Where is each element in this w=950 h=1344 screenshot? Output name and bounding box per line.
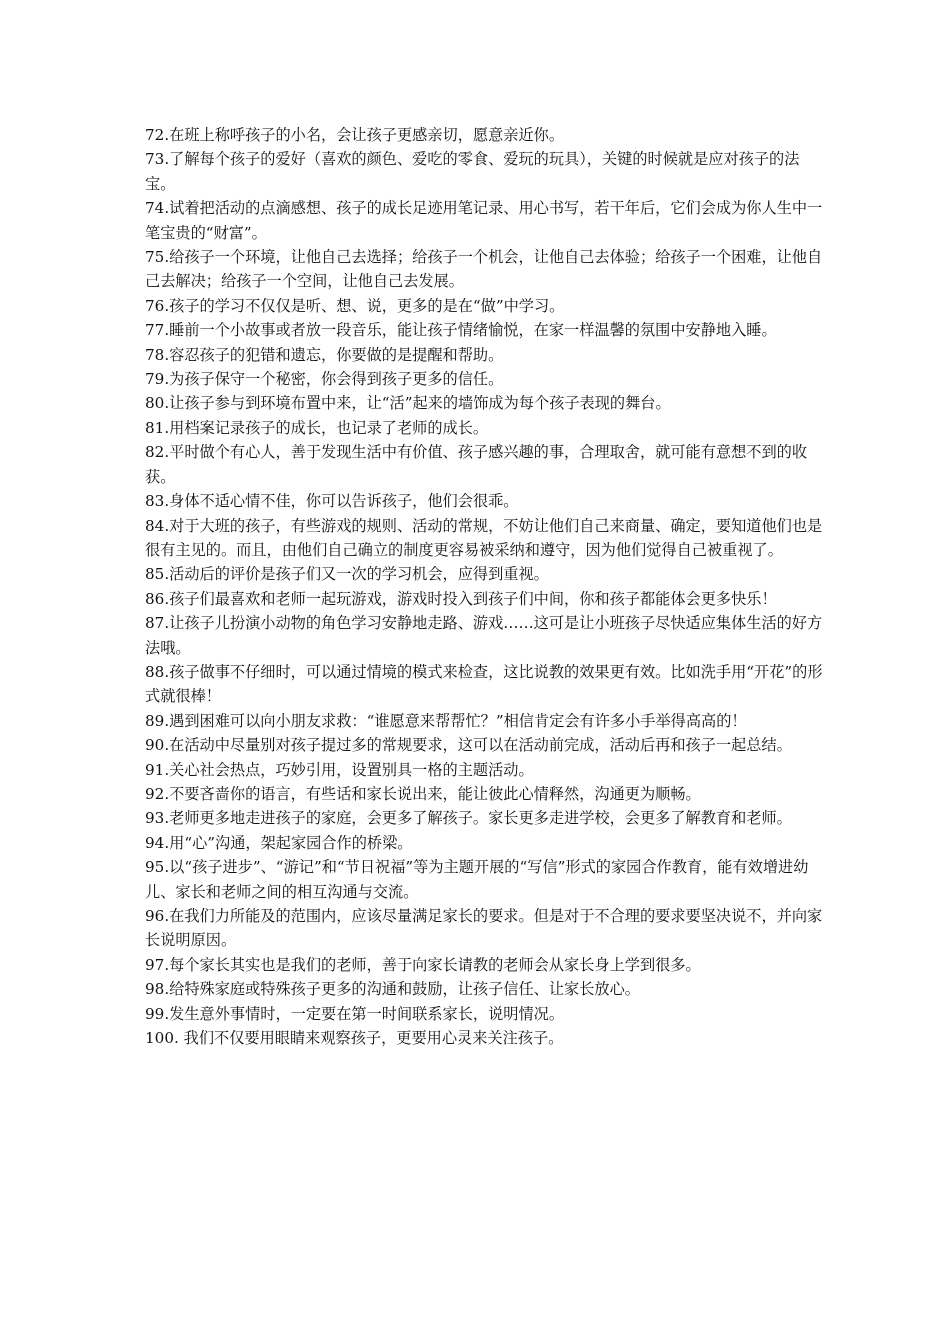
- list-item: 94.用“心”沟通，架起家园合作的桥梁。: [145, 833, 413, 852]
- list-item: 84.对于大班的孩子，有些游戏的规则、活动的常规，不妨让他们自己来商量、确定，要知道他们也是很有主见的。而且，由他们自己确立的制度更容易被采纳和遵守，因为他们觉得自己被重视了。: [145, 516, 823, 559]
- list-item: 75.给孩子一个环境，让他自己去选择；给孩子一个机会，让他自己去体验；给孩子一个困难，让他自己去解决；给孩子一个空间，让他自己去发展。: [145, 248, 823, 291]
- list-item: 92.不要吝啬你的语言，有些话和家长说出来，能让彼此心情释然，沟通更为顺畅。: [145, 784, 701, 803]
- list-item: 83.身体不适心情不佳，你可以告诉孩子，他们会很乖。: [145, 492, 519, 511]
- list-item: 91.关心社会热点，巧妙引用，设置别具一格的主题活动。: [145, 760, 534, 779]
- list-item: 73.了解每个孩子的爱好（喜欢的颜色、爱吃的零食、爱玩的玩具），关键的时候就是应对孩子的法宝。: [145, 150, 800, 193]
- list-item: 99.发生意外事情时，一定要在第一时间联系家长，说明情况。: [145, 1004, 565, 1023]
- list-item: 90.在活动中尽量别对孩子提过多的常规要求，这可以在活动前完成，活动后再和孩子一起总结。: [145, 736, 792, 755]
- list-item: 87.让孩子儿扮演小动物的角色学习安静地走路、游戏……这可是让小班孩子尽快适应集体生活的好方法哦。: [145, 614, 823, 657]
- list-item: 95.以“孩子进步”、“游记”和“节日祝福”等为主题开展的“写信”形式的家园合作教育，能有效增进幼儿、家长和老师之间的相互沟通与交流。: [145, 858, 809, 901]
- list-item: 82.平时做个有心人，善于发现生活中有价值、孩子感兴趣的事，合理取舍，就可能有意想不到的收获。: [145, 443, 808, 486]
- list-item: 93.老师更多地走进孩子的家庭，会更多了解孩子。家长更多走进学校，会更多了解教育和老师。: [145, 809, 792, 828]
- list-item: 80.让孩子参与到环境布置中来，让“活”起来的墙饰成为每个孩子表现的舞台。: [145, 394, 671, 413]
- list-item: 86.孩子们最喜欢和老师一起玩游戏，游戏时投入到孩子们中间，你和孩子都能体会更多快乐！: [145, 589, 777, 608]
- list-item: 74.试着把活动的点滴感想、孩子的成长足迹用笔记录、用心书写，若干年后，它们会成为你人生中一笔宝贵的“财富”。: [145, 199, 823, 242]
- list-item: 100. 我们不仅要用眼睛来观察孩子，更要用心灵来关注孩子。: [145, 1029, 564, 1048]
- list-item: 79.为孩子保守一个秘密，你会得到孩子更多的信任。: [145, 370, 504, 389]
- document-body: [145, 123, 825, 1050]
- list-item: 98.给特殊家庭或特殊孩子更多的沟通和鼓励，让孩子信任、让家长放心。: [145, 980, 640, 999]
- list-item: 76.孩子的学习不仅仅是听、想、说，更多的是在“做”中学习。: [145, 296, 565, 315]
- list-item: 72.在班上称呼孩子的小名，会让孩子更感亲切，愿意亲近你。: [145, 126, 565, 144]
- list-item: 78.容忍孩子的犯错和遗忘，你要做的是提醒和帮助。: [145, 345, 504, 364]
- list-item: 97.每个家长其实也是我们的老师，善于向家长请教的老师会从家长身上学到很多。: [145, 955, 701, 974]
- list-item: 88.孩子做事不仔细时，可以通过情境的模式来检查，这比说教的效果更有效。比如洗手用“开花”的形式就很棒！: [145, 662, 823, 706]
- list-item: 89.遇到困难可以向小朋友求救：“谁愿意来帮帮忙？”相信肯定会有许多小手举得高高的！: [145, 711, 747, 730]
- list-item: 85.活动后的评价是孩子们又一次的学习机会，应得到重视。: [145, 565, 549, 584]
- list-item: 77.睡前一个小故事或者放一段音乐，能让孩子情绪愉悦，在家一样温馨的氛围中安静地入睡。: [145, 321, 777, 340]
- list-item: 96.在我们力所能及的范围内，应该尽量满足家长的要求。但是对于不合理的要求要坚决说不，并向家长说明原因。: [145, 907, 823, 950]
- list-item: 81.用档案记录孩子的成长，也记录了老师的成长。: [145, 418, 489, 437]
